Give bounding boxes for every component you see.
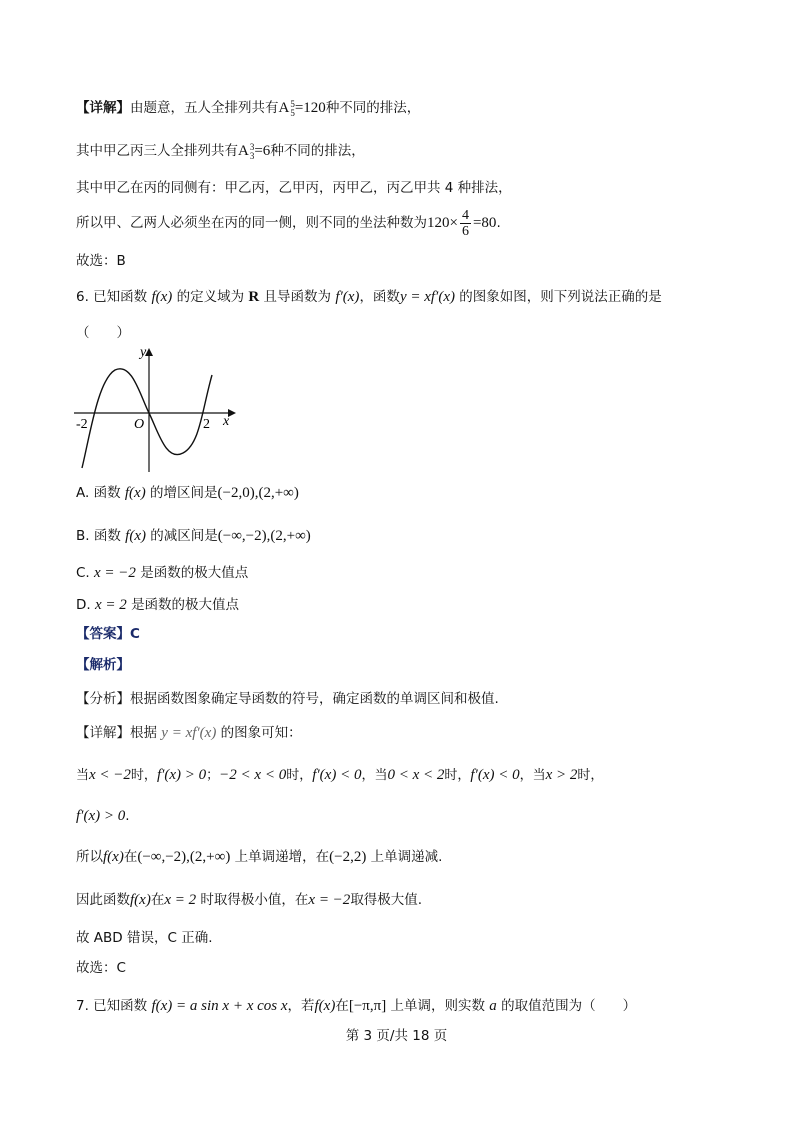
choice-b: 故选：B [76,253,126,269]
option-a: A. 函数 f(x) 的增区间是(−2,0),(2,+∞) [76,485,299,501]
detail-line-4 [76,206,501,240]
option-b: B. 函数 f(x) 的减区间是(−∞,−2),(2,+∞) [76,528,311,544]
final-choice: 故选：C [76,960,126,976]
extremum: 因此函数f(x)在x = 2 时取得极小值，在x = −2取得极大值. [76,892,423,908]
conclusion: 故 ABD 错误，C 正确. [76,930,213,946]
detail-line-2 [76,141,365,161]
text: 种不同的排法， [325,100,421,116]
sign-conditions-2: f′(x) > 0. [76,808,130,824]
detail-label: 【详解】 [76,100,130,116]
curve-y-xfprime [82,369,212,468]
perm-symbol: A 3 3 =6 [238,141,271,161]
y-label: y [140,345,147,360]
fraction: $\frac{4}{6}$ [461,207,469,239]
sign-conditions: 当x < −2时，f′(x) > 0；−2 < x < 0时，f′(x) < 0，当0 < x < 2时，f′(x) < 0，当x > 2时， [76,767,604,783]
monotonicity: 所以f(x)在(−∞,−2),(2,+∞) 上单调递增，在(−2,2) 上单调递减. [76,849,443,865]
perm-symbol: A 5 5 =120 [278,98,326,118]
pos2-label: 2 [203,417,210,432]
text: 种不同的排法， [270,143,365,159]
math: =80 [472,215,497,231]
function-graph [70,340,240,475]
text: 其中甲乙丙三人全排列共有 [76,143,238,159]
analysis: 【分析】根据函数图象确定导函数的符号，确定函数的单调区间和极值. [76,691,499,707]
question-6: 6. 已知函数 f(x) 的定义域为 R 且导函数为 f′(x)，函数y = xf′(x) 的图象如图，则下列说法正确的是 [76,289,662,305]
text: 由题意，五人全排列共有 [130,100,279,116]
question-6-paren: （ ） [76,325,130,341]
x-label: x [223,414,230,429]
text: . [496,215,501,231]
detail-line-1 [76,98,420,118]
detail-intro: 【详解】根据 y = xf′(x) 的图象可知： [76,725,302,741]
text: 所以甲、乙两人必须坐在丙的同一侧，则不同的坐法种数为 [76,215,427,231]
option-d: D. x = 2 是函数的极大值点 [76,597,240,613]
math: 120× [427,215,458,231]
question-7: 7. 已知函数 f(x) = a sin x + x cos x，若f(x)在[−π,π] 上单调，则实数 a 的取值范围为（ ） [76,998,637,1014]
answer: 【答案】C [76,626,140,642]
detail-line-3: 其中甲乙在丙的同侧有：甲乙丙，乙甲丙，丙甲乙，丙乙甲共 4 种排法， [76,180,512,196]
option-c: C. x = −2 是函数的极大值点 [76,565,249,581]
page-footer: 第 3 页/共 18 页 [345,1028,448,1044]
neg2-label: -2 [76,417,88,432]
origin-label: O [134,417,145,432]
analysis-title: 【解析】 [76,657,130,673]
